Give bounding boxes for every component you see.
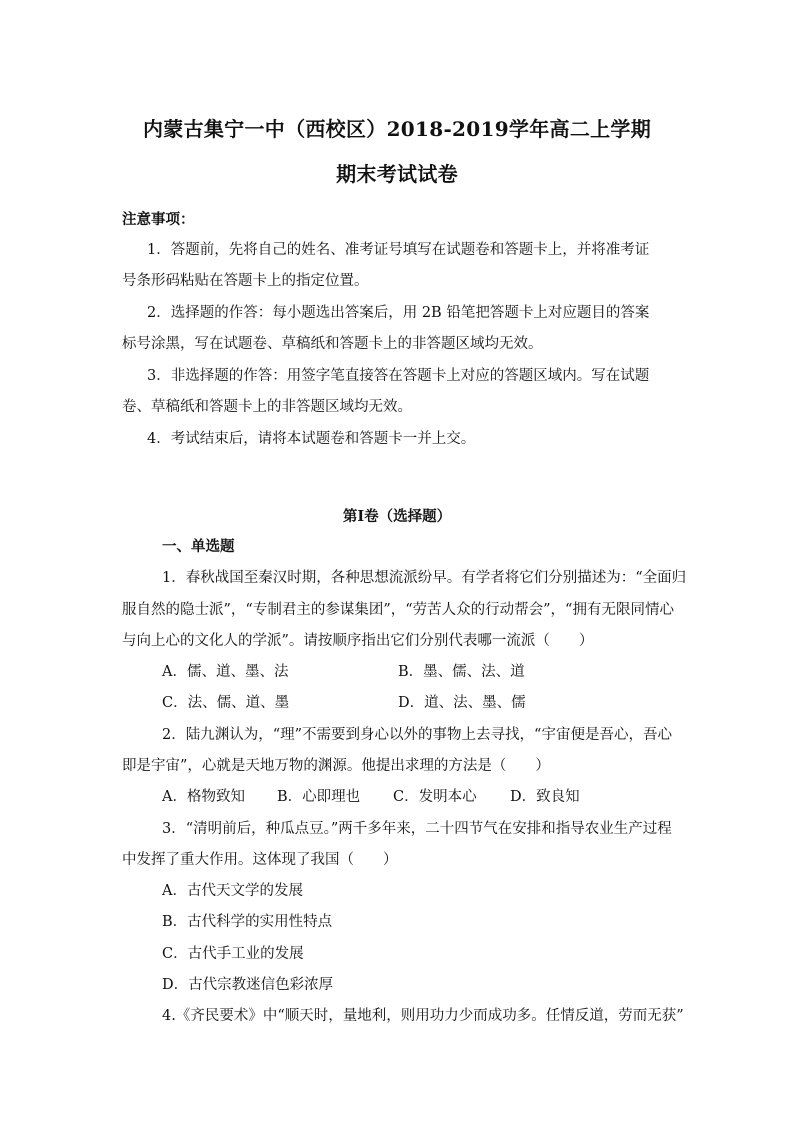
question-4-line-1: 4.《齐民要术》中“顺天时，量地利，则用功力少而成功多。任情反道，劳而无获” [162, 1008, 684, 1024]
question-1-option-b: B．墨、儒、法、道 [398, 664, 525, 680]
notice-item-1-line-1: 1．答题前，先将自己的姓名、准考证号填写在试题卷和答题卡上，并将准考证 [147, 242, 650, 258]
question-2-line-2: 即是宇宙”，心就是天地万物的渊源。他提出求理的方法是（ ） [122, 758, 550, 774]
question-2-option-d: D．致良知 [510, 789, 580, 805]
question-1-option-a: A．儒、道、墨、法 [162, 664, 289, 680]
question-1-option-c: C．法、儒、道、墨 [162, 695, 290, 711]
question-3-option-c: C．古代手工业的发展 [162, 946, 304, 962]
question-1-line-2: 服自然的隐士派”，“专制君主的参谋集团”，“劳苦人众的行动帮会”，“拥有无限同情心 [122, 602, 674, 618]
question-3-line-2: 中发挥了重大作用。这体现了我国（ ） [122, 852, 398, 868]
notice-item-3-line-1: 3．非选择题的作答：用签字笔直接答在答题卡上对应的答题区域内。写在试题 [147, 368, 650, 384]
notice-item-4: 4．考试结束后，请将本试题卷和答题卡一并上交。 [147, 431, 476, 447]
question-1-line-1: 1．春秋战国至秦汉时期，各种思想流派纷早。有学者将它们分别描述为：“全面归 [162, 570, 687, 586]
exam-title-line2: 期末考试试卷 [336, 162, 458, 186]
exam-title-line1: 内蒙古集宁一中（西校区）2018-2019学年高二上学期 [142, 117, 652, 141]
question-3-option-d: D．古代宗教迷信色彩浓厚 [162, 977, 334, 993]
question-3-line-1: 3．“清明前后，种瓜点豆。”两千多年来，二十四节气在安排和指导农业生产过程 [162, 821, 672, 837]
question-2-option-c: C．发明本心 [393, 789, 477, 805]
notice-item-2-line-1: 2．选择题的作答：每小题选出答案后，用 2B 铅笔把答题卡上对应题目的答案 [147, 305, 650, 321]
notice-heading: 注意事项： [122, 211, 195, 228]
question-2-option-a: A．格物致知 [162, 789, 245, 805]
question-2-line-1: 2．陆九渊认为，“理”不需要到身心以外的事物上去寻找，“宇宙便是吾心，吾心 [162, 727, 672, 743]
notice-item-3-line-2: 卷、草稿纸和答题卡上的非答题区域均无效。 [122, 399, 412, 415]
part-heading: 一、单选题 [162, 538, 235, 555]
notice-item-1-line-2: 号条形码粘贴在答题卡上的指定位置。 [122, 273, 369, 289]
question-1-option-d: D．道、法、墨、儒 [398, 695, 526, 711]
question-3-option-b: B．古代科学的实用性特点 [162, 914, 333, 930]
notice-item-2-line-2: 标号涂黑，写在试题卷、草稿纸和答题卡上的非答题区域均无效。 [122, 336, 543, 352]
question-2-option-b: B．心即理也 [277, 789, 361, 805]
section-title: 第Ⅰ卷（选择题） [342, 508, 452, 525]
question-3-option-a: A．古代天文学的发展 [162, 883, 303, 899]
question-1-line-3: 与向上心的文化人的学派”。请按顺序指出它们分别代表哪一流派（ ） [122, 633, 594, 649]
